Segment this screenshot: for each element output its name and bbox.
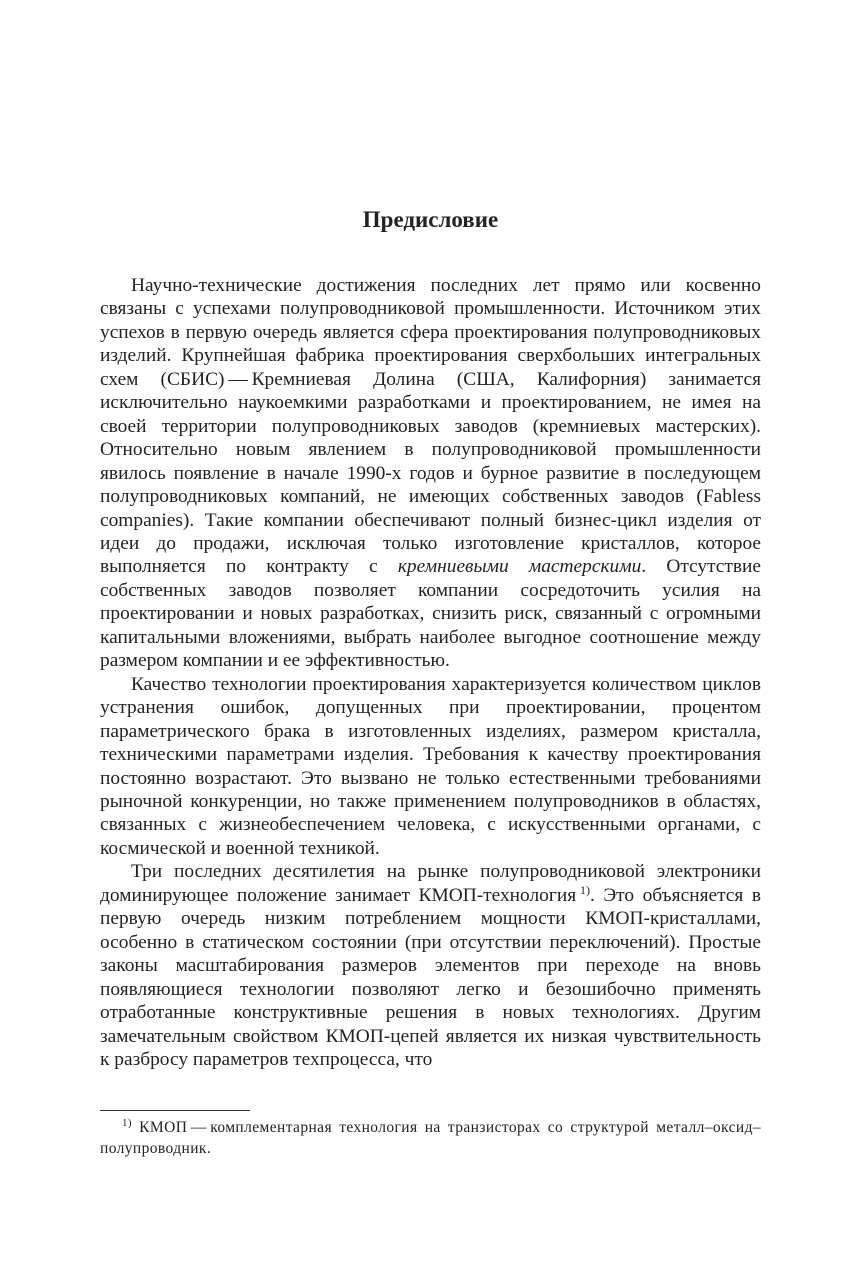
paragraph-1-text-a: Научно-технические достижения последних лет прямо или косвенно связаны с успехами полупроводниковой промышленности. Источником этих успехов в первую очередь является сфера проектирования полупроводниковых изделий. Крупнейшая фабрика проектирования сверхбольших интегральных схем (СБИС) — Кремниевая Долина (США, Калифорния) занимается исключительно наукоемкими разработками и проектированием, не имея на своей территории полупроводниковых заводов (кремниевых мастерских). Относительно новым явлением в полупроводниковой промышленности явилось появление в начале 1990-х годов и бурное развитие в последующем полупроводниковых компаний, не имеющих собственных заводов (Fabless companies). Такие компании обеспечивают полный бизнес-цикл изделия от идеи до продажи, исключая только изготовление кристаллов, которое выполняется по контракту с xyxy=(100,275,761,578)
body-text xyxy=(100,274,761,1071)
page-title: Предисловие xyxy=(362,207,499,232)
paragraph-1 xyxy=(100,274,761,673)
footnote-mark: 1) xyxy=(122,1117,132,1129)
paragraph-1-text-b: . Отсутствие собственных заводов позволяет компании сосредоточить усилия на проектировании и новых разработках, снизить риск, связанный с огромными капитальными вложениями, выбрать наиболее выгодное соотношение между размером компании и ее эффективностью. xyxy=(100,556,762,672)
paragraph-2: Качество технологии проектирования характеризуется количеством циклов устранения ошибок, допущенных при проектировании, процентом параметрического брака в изготовленных изделиях, размером кристалла, техническими параметрами изделия. Требования к качеству проектирования постоянно возрастают. Это вызвано не только естественными требованиями рыночной конкуренции, но также применением полупроводников в областях, связанных с жизнеобеспечением человека, с искусственными органами, с космической и военной техникой. xyxy=(100,673,761,859)
footnote-text: КМОП — комплементарная технология на транзисторах со структурой металл–оксид–полупроводник. xyxy=(100,1119,761,1157)
paragraph-3 xyxy=(100,860,761,1071)
paragraph-3-text-b: . Это объясняется в первую очередь низким потреблением мощности КМОП-кристаллами, особенно в статическом состоянии (при отсутствии переключений). Простые законы масштабирования размеров элементов при переходе на вновь появляющиеся технологии позволяют легко и безошибочно применять отработанные конструктивные решения в новых технологиях. Другим замечательным свойством КМОП-цепей является их низкая чувствительность к разбросу параметров техпроцесса, что xyxy=(100,884,761,1070)
paragraph-1-italic-phrase: кремниевыми мастерскими xyxy=(397,556,642,578)
footnote-divider xyxy=(100,1110,250,1111)
footnote xyxy=(100,1117,761,1159)
paragraph-3-text-a: Три последних десятилетия на рынке полупроводниковой электроники доминирующее положение занимает КМОП-технология xyxy=(100,861,761,906)
footnote-reference: 1) xyxy=(580,882,590,897)
